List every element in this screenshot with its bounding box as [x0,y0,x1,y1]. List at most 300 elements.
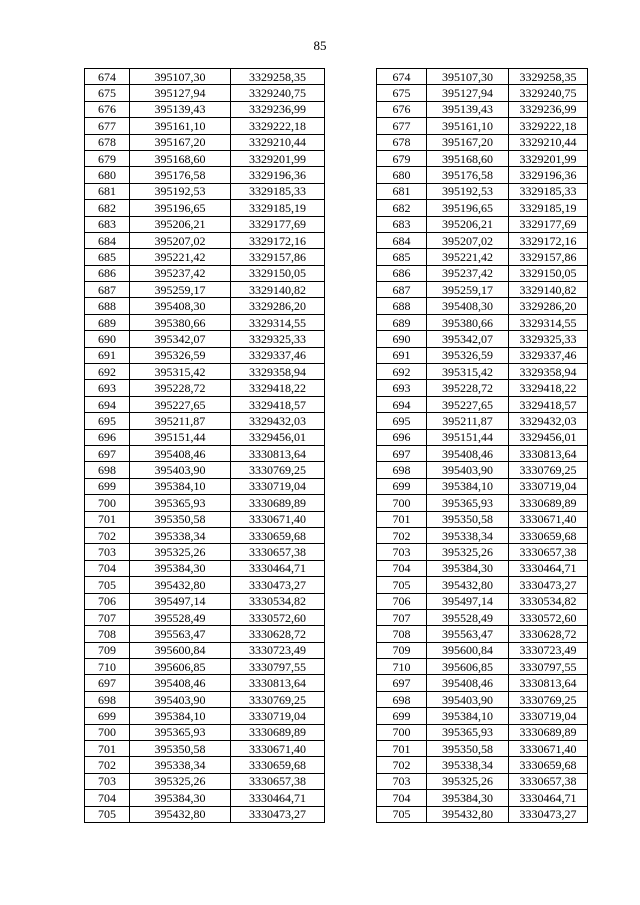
y-coordinate-cell: 3330464,71 [231,560,325,576]
x-coordinate-cell: 395168,60 [130,150,231,166]
table-row [85,232,325,248]
point-number-cell: 700 [377,495,427,511]
coordinates-table-right [376,68,588,823]
y-coordinate-cell: 3330628,72 [231,626,325,642]
y-coordinate-cell: 3329185,33 [509,183,588,199]
table-row [377,413,588,429]
x-coordinate-cell: 395227,65 [130,396,231,412]
table-row [377,167,588,183]
x-coordinate-cell: 395206,21 [427,216,509,232]
table-row [377,511,588,527]
x-coordinate-cell: 395403,90 [427,462,509,478]
point-number-cell: 684 [85,232,130,248]
x-coordinate-cell: 395338,34 [427,527,509,543]
table-row [377,364,588,380]
y-coordinate-cell: 3330797,55 [231,659,325,675]
x-coordinate-cell: 395107,30 [427,69,509,85]
y-coordinate-cell: 3330723,49 [509,642,588,658]
table-row [85,806,325,822]
x-coordinate-cell: 395365,93 [130,724,231,740]
x-coordinate-cell: 395211,87 [427,413,509,429]
point-number-cell: 692 [377,364,427,380]
table-row [377,806,588,822]
x-coordinate-cell: 395167,20 [130,134,231,150]
table-row [85,216,325,232]
x-coordinate-cell: 395528,49 [130,609,231,625]
point-number-cell: 698 [377,691,427,707]
x-coordinate-cell: 395167,20 [427,134,509,150]
table-row [85,708,325,724]
point-number-cell: 698 [377,462,427,478]
point-number-cell: 702 [377,527,427,543]
x-coordinate-cell: 395408,30 [427,298,509,314]
y-coordinate-cell: 3330657,38 [231,773,325,789]
table-row [85,675,325,691]
x-coordinate-cell: 395151,44 [130,429,231,445]
table-row [377,314,588,330]
table-row [85,691,325,707]
table-row [85,200,325,216]
table-row [85,478,325,494]
table-row [85,593,325,609]
point-number-cell: 693 [377,380,427,396]
y-coordinate-cell: 3329222,18 [509,118,588,134]
x-coordinate-cell: 395408,46 [427,445,509,461]
table-row [85,249,325,265]
x-coordinate-cell: 395315,42 [130,364,231,380]
point-number-cell: 699 [377,478,427,494]
y-coordinate-cell: 3330689,89 [509,495,588,511]
point-number-cell: 705 [85,577,130,593]
table-row [85,462,325,478]
x-coordinate-cell: 395127,94 [427,85,509,101]
y-coordinate-cell: 3330813,64 [509,445,588,461]
y-coordinate-cell: 3329196,36 [231,167,325,183]
point-number-cell: 701 [85,511,130,527]
table-row [85,773,325,789]
y-coordinate-cell: 3329172,16 [231,232,325,248]
x-coordinate-cell: 395161,10 [427,118,509,134]
x-coordinate-cell: 395384,10 [427,708,509,724]
table-row [377,659,588,675]
y-coordinate-cell: 3330657,38 [509,544,588,560]
y-coordinate-cell: 3329172,16 [509,232,588,248]
table-row [377,380,588,396]
table-row [85,560,325,576]
point-number-cell: 707 [85,609,130,625]
x-coordinate-cell: 395432,80 [130,806,231,822]
table-row [377,85,588,101]
point-number-cell: 706 [377,593,427,609]
x-coordinate-cell: 395365,93 [427,495,509,511]
point-number-cell: 697 [85,675,130,691]
x-coordinate-cell: 395365,93 [427,724,509,740]
y-coordinate-cell: 3330769,25 [509,691,588,707]
point-number-cell: 681 [85,183,130,199]
point-number-cell: 694 [85,396,130,412]
table-row [377,216,588,232]
y-coordinate-cell: 3330813,64 [231,675,325,691]
y-coordinate-cell: 3329240,75 [509,85,588,101]
table-row [85,347,325,363]
y-coordinate-cell: 3330723,49 [231,642,325,658]
coordinates-table-left [84,68,325,823]
x-coordinate-cell: 395228,72 [130,380,231,396]
y-coordinate-cell: 3329325,33 [509,331,588,347]
table-row [377,642,588,658]
x-coordinate-cell: 395107,30 [130,69,231,85]
x-coordinate-cell: 395207,02 [130,232,231,248]
point-number-cell: 687 [85,282,130,298]
y-coordinate-cell: 3329201,99 [509,150,588,166]
point-number-cell: 698 [85,691,130,707]
x-coordinate-cell: 395139,43 [130,101,231,117]
x-coordinate-cell: 395408,46 [427,675,509,691]
y-coordinate-cell: 3329236,99 [231,101,325,117]
point-number-cell: 704 [85,560,130,576]
y-coordinate-cell: 3330689,89 [509,724,588,740]
table-row [377,609,588,625]
point-number-cell: 680 [377,167,427,183]
table-row [377,150,588,166]
table-row [377,134,588,150]
y-coordinate-cell: 3330719,04 [231,478,325,494]
x-coordinate-cell: 395338,34 [130,757,231,773]
x-coordinate-cell: 395221,42 [130,249,231,265]
table-row [377,101,588,117]
y-coordinate-cell: 3329456,01 [231,429,325,445]
x-coordinate-cell: 395206,21 [130,216,231,232]
x-coordinate-cell: 395326,59 [427,347,509,363]
point-number-cell: 688 [85,298,130,314]
y-coordinate-cell: 3329150,05 [509,265,588,281]
table-row [377,282,588,298]
point-number-cell: 703 [377,773,427,789]
x-coordinate-cell: 395161,10 [130,118,231,134]
y-coordinate-cell: 3330464,71 [509,560,588,576]
point-number-cell: 701 [377,511,427,527]
x-coordinate-cell: 395168,60 [427,150,509,166]
x-coordinate-cell: 395237,42 [427,265,509,281]
page-number: 85 [313,38,327,53]
y-coordinate-cell: 3329177,69 [509,216,588,232]
y-coordinate-cell: 3329222,18 [231,118,325,134]
table-row [377,183,588,199]
point-number-cell: 700 [85,724,130,740]
point-number-cell: 697 [85,445,130,461]
point-number-cell: 701 [85,741,130,757]
table-row [85,85,325,101]
table-row [85,396,325,412]
x-coordinate-cell: 395342,07 [130,331,231,347]
x-coordinate-cell: 395432,80 [427,577,509,593]
y-coordinate-cell: 3330464,71 [509,790,588,806]
table-row [85,429,325,445]
y-coordinate-cell: 3329418,57 [231,396,325,412]
y-coordinate-cell: 3330719,04 [509,708,588,724]
y-coordinate-cell: 3329418,22 [509,380,588,396]
table-row [377,757,588,773]
y-coordinate-cell: 3330797,55 [509,659,588,675]
y-coordinate-cell: 3330769,25 [231,691,325,707]
y-coordinate-cell: 3329236,99 [509,101,588,117]
x-coordinate-cell: 395350,58 [427,511,509,527]
y-coordinate-cell: 3329140,82 [231,282,325,298]
point-number-cell: 709 [377,642,427,658]
x-coordinate-cell: 395338,34 [130,527,231,543]
y-coordinate-cell: 3329210,44 [231,134,325,150]
y-coordinate-cell: 3330473,27 [231,577,325,593]
y-coordinate-cell: 3329258,35 [231,69,325,85]
point-number-cell: 700 [85,495,130,511]
point-number-cell: 674 [377,69,427,85]
x-coordinate-cell: 395192,53 [427,183,509,199]
x-coordinate-cell: 395207,02 [427,232,509,248]
point-number-cell: 699 [85,478,130,494]
point-number-cell: 695 [377,413,427,429]
y-coordinate-cell: 3330659,68 [509,757,588,773]
table-row [85,380,325,396]
table-row [377,544,588,560]
y-coordinate-cell: 3329456,01 [509,429,588,445]
point-number-cell: 676 [85,101,130,117]
table-row [85,511,325,527]
y-coordinate-cell: 3329196,36 [509,167,588,183]
y-coordinate-cell: 3329358,94 [509,364,588,380]
point-number-cell: 679 [377,150,427,166]
y-coordinate-cell: 3329325,33 [231,331,325,347]
x-coordinate-cell: 395365,93 [130,495,231,511]
table-row [377,298,588,314]
y-coordinate-cell: 3329157,86 [231,249,325,265]
point-number-cell: 687 [377,282,427,298]
point-number-cell: 704 [85,790,130,806]
point-number-cell: 676 [377,101,427,117]
x-coordinate-cell: 395127,94 [130,85,231,101]
table-row [85,642,325,658]
point-number-cell: 674 [85,69,130,85]
y-coordinate-cell: 3329418,22 [231,380,325,396]
point-number-cell: 681 [377,183,427,199]
y-coordinate-cell: 3329201,99 [231,150,325,166]
point-number-cell: 703 [85,773,130,789]
table-row [85,265,325,281]
x-coordinate-cell: 395139,43 [427,101,509,117]
table-row [85,495,325,511]
y-coordinate-cell: 3330657,38 [509,773,588,789]
table-row [377,429,588,445]
y-coordinate-cell: 3329286,20 [231,298,325,314]
x-coordinate-cell: 395227,65 [427,396,509,412]
x-coordinate-cell: 395326,59 [130,347,231,363]
y-coordinate-cell: 3330719,04 [509,478,588,494]
point-number-cell: 698 [85,462,130,478]
x-coordinate-cell: 395380,66 [130,314,231,330]
x-coordinate-cell: 395403,90 [130,691,231,707]
table-row [377,593,588,609]
point-number-cell: 682 [85,200,130,216]
table-row [377,790,588,806]
table-row [85,364,325,380]
y-coordinate-cell: 3329314,55 [231,314,325,330]
x-coordinate-cell: 395196,65 [130,200,231,216]
y-coordinate-cell: 3329418,57 [509,396,588,412]
y-coordinate-cell: 3330813,64 [509,675,588,691]
x-coordinate-cell: 395403,90 [130,462,231,478]
y-coordinate-cell: 3329432,03 [509,413,588,429]
y-coordinate-cell: 3330671,40 [231,741,325,757]
point-number-cell: 683 [377,216,427,232]
table-row [377,495,588,511]
x-coordinate-cell: 395408,30 [130,298,231,314]
point-number-cell: 691 [377,347,427,363]
x-coordinate-cell: 395380,66 [427,314,509,330]
table-row [377,462,588,478]
table-row [85,314,325,330]
x-coordinate-cell: 395384,30 [427,790,509,806]
point-number-cell: 677 [85,118,130,134]
x-coordinate-cell: 395211,87 [130,413,231,429]
x-coordinate-cell: 395432,80 [427,806,509,822]
table-row [377,675,588,691]
y-coordinate-cell: 3329157,86 [509,249,588,265]
table-row [377,527,588,543]
x-coordinate-cell: 395325,26 [130,773,231,789]
x-coordinate-cell: 395196,65 [427,200,509,216]
x-coordinate-cell: 395606,85 [427,659,509,675]
point-number-cell: 682 [377,200,427,216]
y-coordinate-cell: 3329358,94 [231,364,325,380]
point-number-cell: 678 [85,134,130,150]
point-number-cell: 683 [85,216,130,232]
table-row [377,577,588,593]
y-coordinate-cell: 3329185,19 [231,200,325,216]
table-row [377,724,588,740]
y-coordinate-cell: 3330534,82 [509,593,588,609]
point-number-cell: 677 [377,118,427,134]
table-row [85,413,325,429]
table-row [85,134,325,150]
x-coordinate-cell: 395403,90 [427,691,509,707]
point-number-cell: 689 [377,314,427,330]
point-number-cell: 706 [85,593,130,609]
table-row [85,167,325,183]
x-coordinate-cell: 395563,47 [427,626,509,642]
table-row [85,331,325,347]
x-coordinate-cell: 395221,42 [427,249,509,265]
table-row [377,626,588,642]
x-coordinate-cell: 395350,58 [427,741,509,757]
point-number-cell: 684 [377,232,427,248]
y-coordinate-cell: 3330769,25 [231,462,325,478]
point-number-cell: 689 [85,314,130,330]
y-coordinate-cell: 3330769,25 [509,462,588,478]
point-number-cell: 710 [85,659,130,675]
table-row [85,544,325,560]
y-coordinate-cell: 3330689,89 [231,724,325,740]
table-row [377,232,588,248]
x-coordinate-cell: 395408,46 [130,675,231,691]
y-coordinate-cell: 3329286,20 [509,298,588,314]
table-row [85,757,325,773]
y-coordinate-cell: 3329185,33 [231,183,325,199]
x-coordinate-cell: 395350,58 [130,511,231,527]
y-coordinate-cell: 3329240,75 [231,85,325,101]
y-coordinate-cell: 3330473,27 [509,577,588,593]
point-number-cell: 710 [377,659,427,675]
x-coordinate-cell: 395497,14 [427,593,509,609]
x-coordinate-cell: 395384,30 [427,560,509,576]
x-coordinate-cell: 395384,10 [130,478,231,494]
table-row [377,445,588,461]
y-coordinate-cell: 3330689,89 [231,495,325,511]
point-number-cell: 697 [377,675,427,691]
point-number-cell: 675 [85,85,130,101]
y-coordinate-cell: 3329185,19 [509,200,588,216]
table-row [85,609,325,625]
x-coordinate-cell: 395176,58 [427,167,509,183]
table-row [85,445,325,461]
x-coordinate-cell: 395384,10 [427,478,509,494]
x-coordinate-cell: 395432,80 [130,577,231,593]
y-coordinate-cell: 3330719,04 [231,708,325,724]
y-coordinate-cell: 3330659,68 [509,527,588,543]
x-coordinate-cell: 395259,17 [130,282,231,298]
table-row [85,626,325,642]
y-coordinate-cell: 3330572,60 [231,609,325,625]
y-coordinate-cell: 3329210,44 [509,134,588,150]
point-number-cell: 708 [85,626,130,642]
point-number-cell: 688 [377,298,427,314]
point-number-cell: 705 [85,806,130,822]
table-row [85,527,325,543]
x-coordinate-cell: 395408,46 [130,445,231,461]
table-row [85,183,325,199]
x-coordinate-cell: 395600,84 [130,642,231,658]
point-number-cell: 675 [377,85,427,101]
x-coordinate-cell: 395325,26 [427,773,509,789]
y-coordinate-cell: 3330473,27 [509,806,588,822]
point-number-cell: 686 [85,265,130,281]
table-row [377,396,588,412]
point-number-cell: 699 [377,708,427,724]
y-coordinate-cell: 3329140,82 [509,282,588,298]
point-number-cell: 686 [377,265,427,281]
x-coordinate-cell: 395151,44 [427,429,509,445]
y-coordinate-cell: 3329177,69 [231,216,325,232]
y-coordinate-cell: 3330534,82 [231,593,325,609]
point-number-cell: 705 [377,806,427,822]
point-number-cell: 678 [377,134,427,150]
table-row [377,347,588,363]
point-number-cell: 704 [377,560,427,576]
table-row [377,708,588,724]
point-number-cell: 679 [85,150,130,166]
table-row [85,69,325,85]
x-coordinate-cell: 395606,85 [130,659,231,675]
table-row [85,577,325,593]
point-number-cell: 690 [377,331,427,347]
y-coordinate-cell: 3330572,60 [509,609,588,625]
table-row [85,741,325,757]
y-coordinate-cell: 3329150,05 [231,265,325,281]
point-number-cell: 708 [377,626,427,642]
point-number-cell: 690 [85,331,130,347]
y-coordinate-cell: 3330659,68 [231,757,325,773]
table-row [377,69,588,85]
x-coordinate-cell: 395563,47 [130,626,231,642]
x-coordinate-cell: 395237,42 [130,265,231,281]
